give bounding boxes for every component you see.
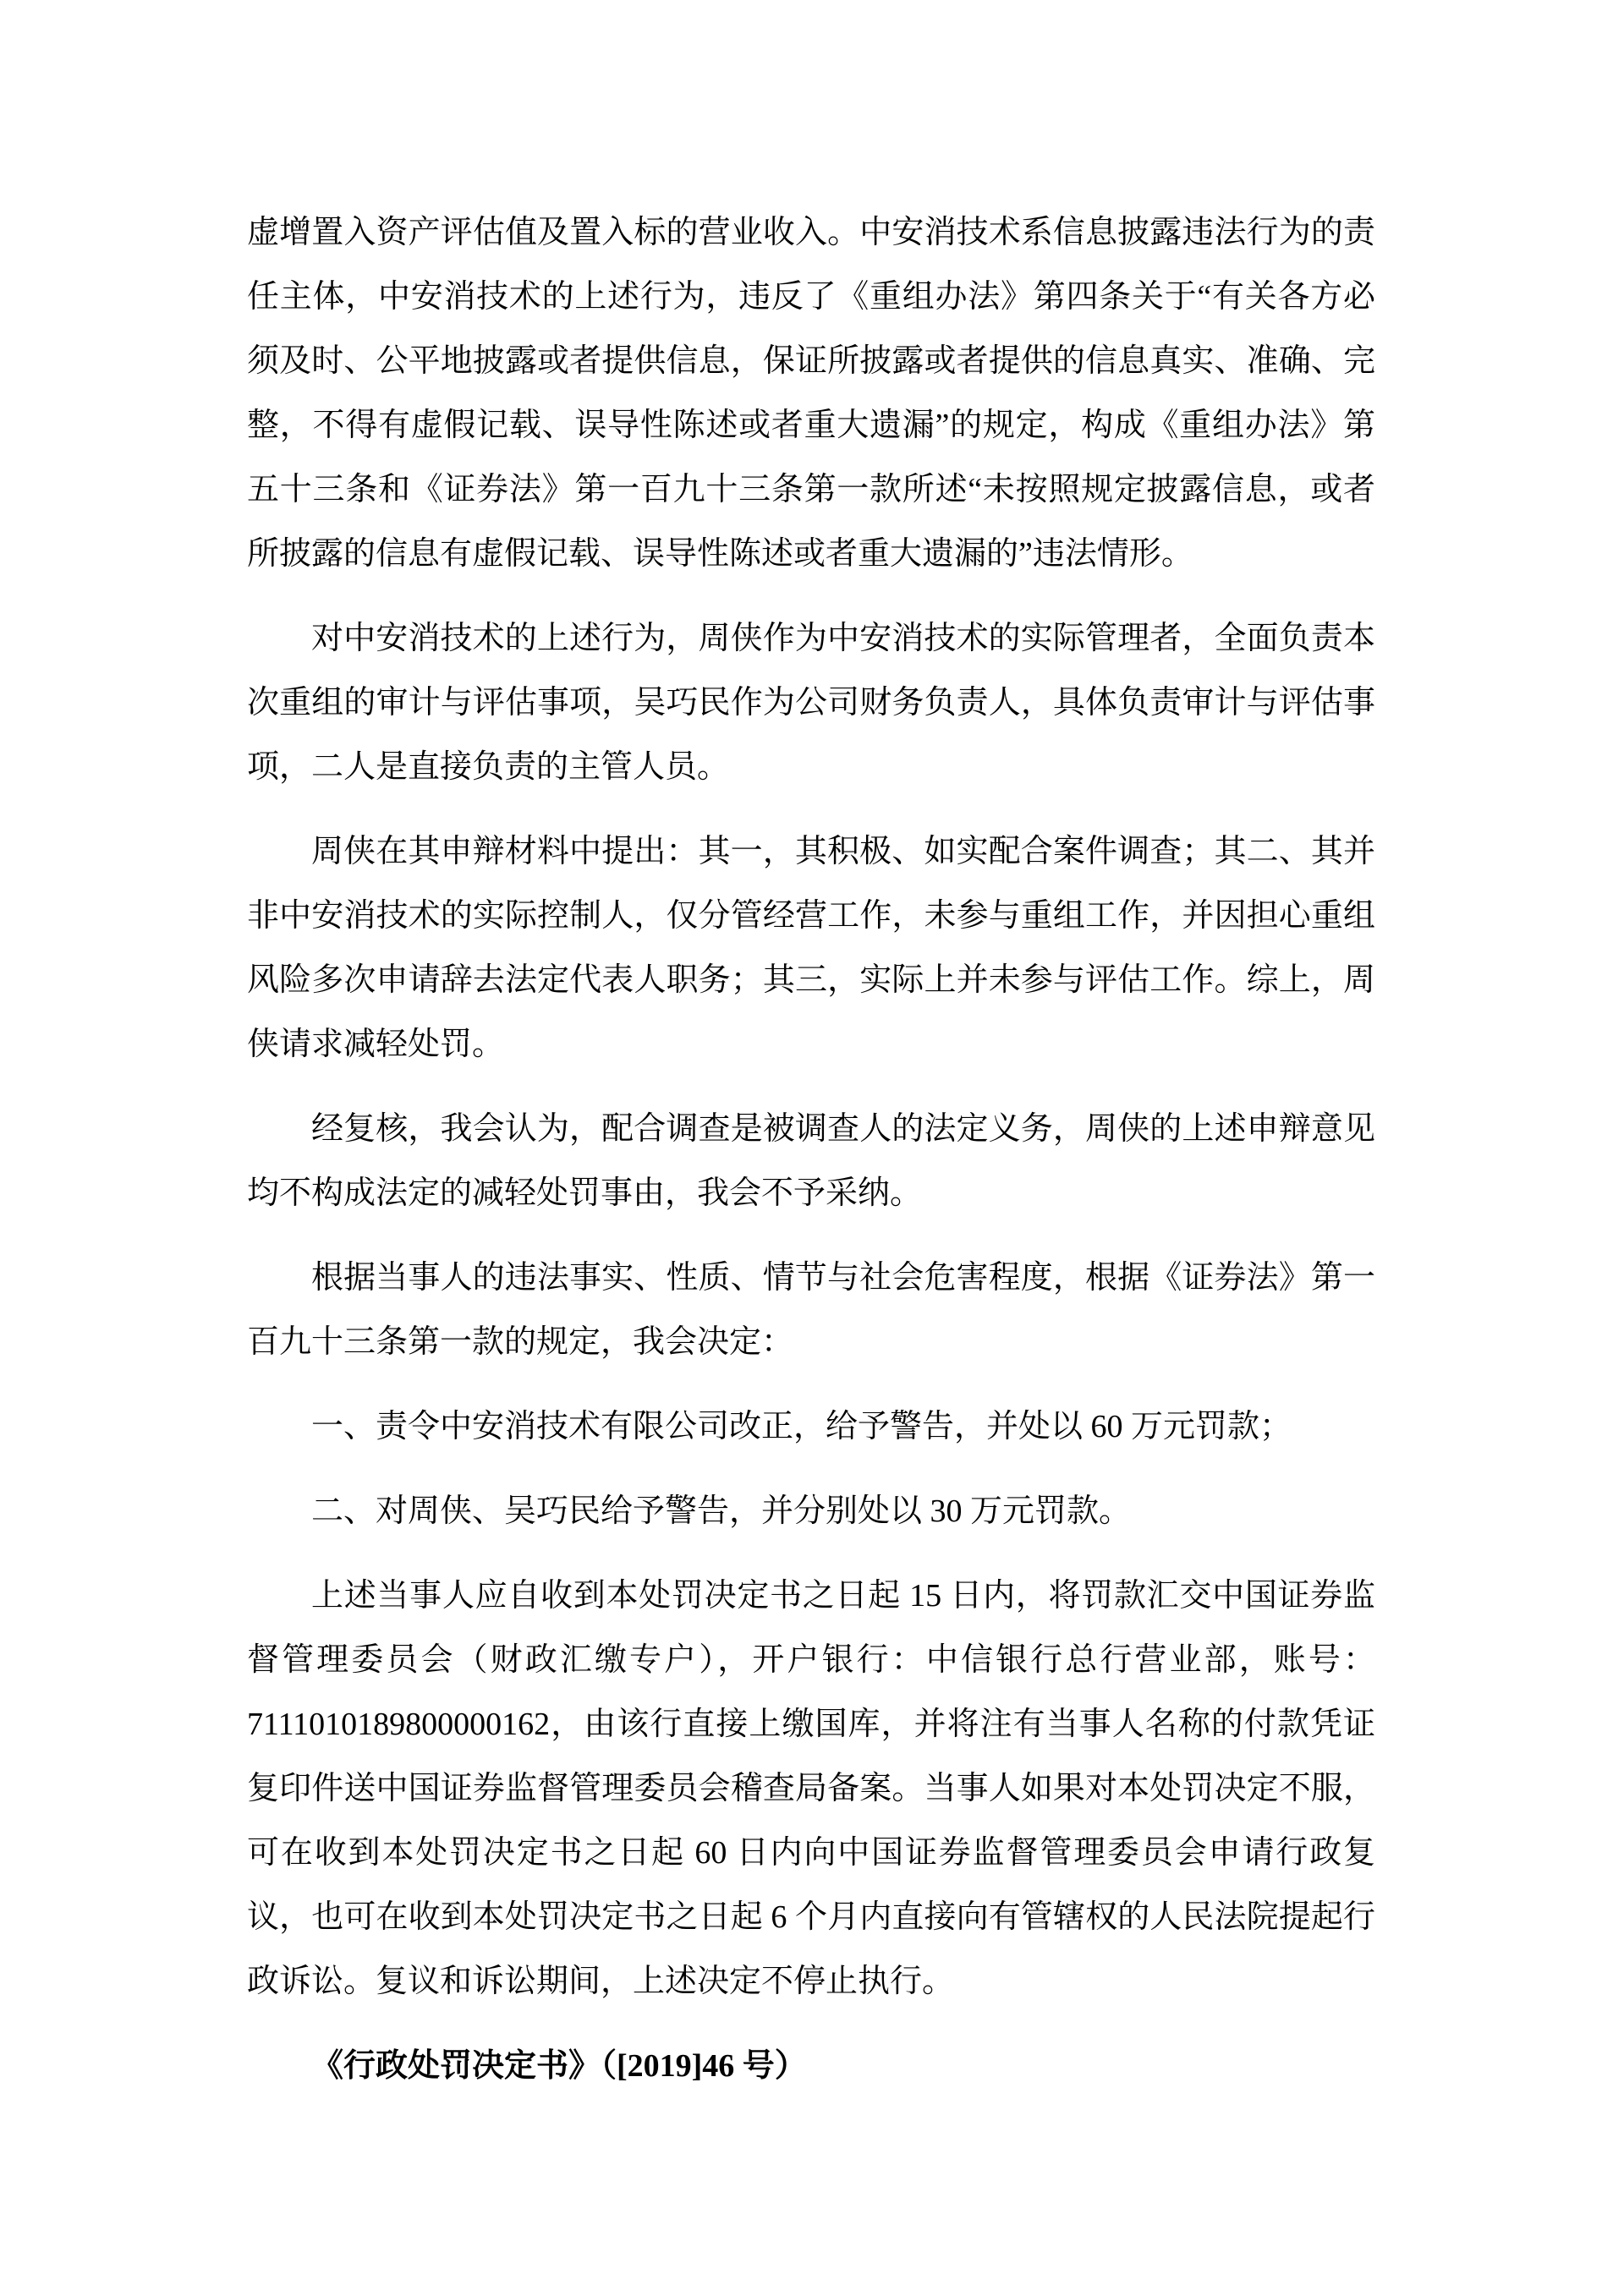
paragraph-decision-intro: 根据当事人的违法事实、性质、情节与社会危害程度，根据《证券法》第一百九十三条第一款的规定，我会决定： bbox=[247, 1260, 1375, 1360]
paragraph-responsibility: 对中安消技术的上述行为，周侠作为中安消技术的实际管理者，全面负责本次重组的审计与评估事项，吴巧民作为公司财务负责人，具体负责审计与评估事项，二人是直接负责的主管人员。 bbox=[247, 621, 1375, 785]
paragraph-payment-instructions: 上述当事人应自收到本处罚决定书之日起 15 日内，将罚款汇交中国证券监督管理委员会（财政汇缴专户），开户银行：中信银行总行营业部，账号：7111010189800000162，由该行直接上缴国库，并将注有当事人名称的付款凭证复印件送中国证券监督管理委员会稽查局备案。当事人如果对本处罚决定不服，可在收到本处罚决定书之日起 60 日内向中国证券监督管理委员会申请行政复议，也可在收到本处罚决定书之日起 6 个月内直接向有管辖权的人民法院提起行政诉讼。复议和诉讼期间，上述决定不停止执行。 bbox=[247, 1578, 1375, 1999]
decision-item-1: 一、责令中安消技术有限公司改正，给予警告，并处以 60 万元罚款； bbox=[311, 1409, 1292, 1444]
document-body bbox=[247, 200, 1375, 2118]
paragraph-review: 经复核，我会认为，配合调查是被调查人的法定义务，周侠的上述申辩意见均不构成法定的减轻处罚事由，我会不予采纳。 bbox=[247, 1111, 1375, 1211]
decision-item-2: 二、对周侠、吴巧民给予警告，并分别处以 30 万元罚款。 bbox=[311, 1493, 1132, 1529]
closing-reference: 《行政处罚决定书》（[2019]46 号） bbox=[311, 2048, 807, 2084]
paragraph-defense: 周侠在其申辩材料中提出：其一，其积极、如实配合案件调查；其二、其并非中安消技术的实际控制人，仅分管经营工作，未参与重组工作，并因担心重组风险多次申请辞去法定代表人职务；其三，实际上并未参与评估工作。综上，周侠请求减轻处罚。 bbox=[247, 834, 1375, 1062]
paragraph-continuation: 虚增置入资产评估值及置入标的营业收入。中安消技术系信息披露违法行为的责任主体，中安消技术的上述行为，违反了《重组办法》第四条关于“有关各方必须及时、公平地披露或者提供信息，保证所披露或者提供的信息真实、准确、完整，不得有虚假记载、误导性陈述或者重大遗漏”的规定，构成《重组办法》第五十三条和《证券法》第一百九十三条第一款所述“未按照规定披露信息，或者所披露的信息有虚假记载、误导性陈述或者重大遗漏的”违法情形。 bbox=[247, 215, 1375, 572]
